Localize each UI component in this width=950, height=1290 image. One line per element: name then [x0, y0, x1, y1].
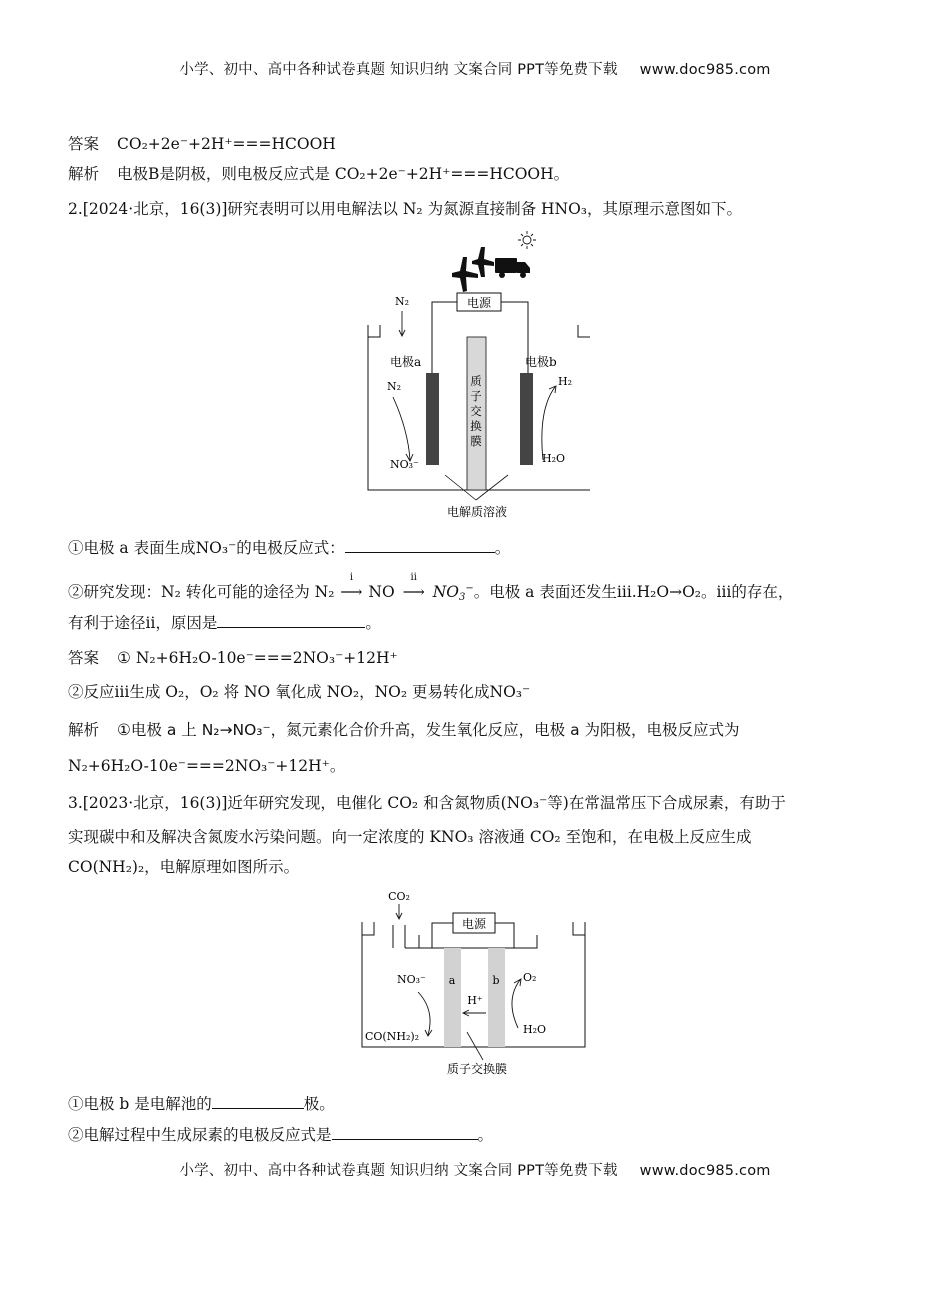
q2-sub2-cont: 有利于途径ⅱ，原因是 。: [68, 614, 381, 632]
q3-sub2: ②电解过程中生成尿素的电极反应式是 。: [68, 1126, 494, 1144]
electrode-b-label: 电极b: [525, 355, 557, 369]
truck-icon: [495, 258, 530, 278]
q3-diagram: [355, 880, 595, 1080]
q3-sub1-b: 极。: [303, 1095, 335, 1113]
q2-sub2-no: NO: [368, 583, 395, 601]
power-label: 电源: [466, 296, 492, 310]
header-url[interactable]: www.doc985.com: [639, 62, 771, 78]
q3-stem1: 3.[2023·北京，16(3)]近年研究发现，电催化 CO₂ 和含氮物质(NO₃⁻等)在常温常压下合成尿素，有助于: [68, 794, 786, 812]
arrow-i: ⅰ ⟶: [340, 572, 363, 601]
electrode-a-label: a: [448, 974, 456, 987]
electrode-b-label: b: [492, 974, 500, 987]
q3-sub2-blank[interactable]: [332, 1124, 478, 1140]
footer-url[interactable]: www.doc985.com: [639, 1163, 771, 1179]
q1-analysis-text: 电极B是阴极，则电极反应式是 CO₂+2e⁻+2H⁺===HCOOH。: [117, 165, 570, 183]
q2-sub2-b: 。电极 a 表面还发生ⅲ.H₂O→O₂。ⅲ的存在，: [473, 583, 794, 601]
sun-icon: [518, 231, 536, 249]
page-header: [0, 58, 950, 79]
q1-answer-text: CO₂+2e⁻+2H⁺===HCOOH: [117, 135, 336, 153]
q3-sub1-a: ①电极 b 是电解池的: [68, 1095, 212, 1113]
right-top-species: O₂: [523, 971, 537, 984]
q3-sub1-blank[interactable]: [212, 1093, 304, 1109]
n2-inlet-label: N₂: [395, 295, 410, 308]
membrane-label: 质子交换膜: [470, 374, 482, 448]
electrolyte-label: 电解质溶液: [446, 505, 508, 519]
q2-analysis: [68, 719, 888, 741]
q2-sub1: ①电极 a 表面生成NO₃⁻的电极反应式： 。: [68, 539, 511, 557]
q2-analysis1: ①电极 a 上 N₂→NO₃⁻，氮元素化合价升高，发生氧化反应，电极 a 为阳极，电极反应式为: [117, 721, 740, 739]
q3-sub1: [68, 1093, 888, 1115]
right-bottom-species: H₂O: [523, 1023, 547, 1036]
right-bottom-species: H₂O: [542, 452, 566, 465]
q3-stem3: CO(NH₂)₂，电解原理如图所示。: [68, 858, 300, 876]
header-text: 小学、初中、高中各种试卷真题 知识归纳 文案合同 PPT等免费下载: [179, 62, 618, 78]
left-top-species: NO₃⁻: [397, 973, 426, 986]
footer-text: 小学、初中、高中各种试卷真题 知识归纳 文案合同 PPT等免费下载: [179, 1163, 618, 1179]
q2-analysis2: N₂+6H₂O-10e⁻===2NO₃⁻+12H⁺。: [68, 757, 346, 775]
q2-stem: 2.[2024·北京，16(3)]研究表明可以用电解法以 N₂ 为氮源直接制备 HNO₃，其原理示意图如下。: [68, 200, 742, 218]
proton-label: H⁺: [467, 994, 483, 1007]
page-footer: [0, 1159, 950, 1180]
analysis-label: 解析: [68, 721, 100, 739]
arrow-ii: ⅱ ⟶: [402, 572, 425, 601]
left-top-species: N₂: [387, 380, 402, 393]
electrode-a: [426, 373, 439, 465]
answer-label: 答案: [68, 649, 100, 667]
electrode-a: [444, 948, 461, 1047]
answer-label: 答案: [68, 135, 100, 153]
right-top-species: H₂: [558, 375, 573, 388]
left-bottom-species: CO(NH₂)₂: [365, 1030, 420, 1043]
q2-diagram: [350, 225, 590, 525]
q2-sub2-blank[interactable]: [217, 612, 365, 628]
q2-sub2: ②研究发现：N₂ 转化可能的途径为 N₂ ⅰ ⟶ NO ⅱ ⟶ $NO_3^-$。电极 a 表面还发生ⅲ.H₂O→O₂。ⅲ的存在，: [68, 572, 794, 603]
electrode-b: [488, 948, 505, 1047]
q2-answer1: ① N₂+6H₂O-10e⁻===2NO₃⁻+12H⁺: [117, 649, 398, 667]
q1-analysis: [68, 163, 888, 185]
q1-answer: [68, 133, 888, 155]
power-label: 电源: [461, 917, 487, 931]
electrode-b: [520, 373, 533, 465]
q2-sub2-c: 有利于途径ⅱ，原因是: [68, 614, 218, 632]
q3-sub2-text: ②电解过程中生成尿素的电极反应式是: [68, 1126, 332, 1144]
left-bottom-species: NO₃⁻: [390, 458, 419, 471]
q2-sub2-a: ②研究发现：N₂ 转化可能的途径为 N₂: [68, 583, 335, 601]
q3-stem2: 实现碳中和及解决含氮废水污染问题。向一定浓度的 KNO₃ 溶液通 CO₂ 至饱和，在电极上反应生成: [68, 828, 752, 846]
q2-answer: [68, 647, 888, 669]
analysis-label: 解析: [68, 165, 100, 183]
q2-sub1-blank[interactable]: [345, 537, 495, 553]
q2-sub1-text: ①电极 a 表面生成NO₃⁻的电极反应式：: [68, 539, 345, 557]
airplane-icon: [452, 247, 494, 292]
electrode-a-label: 电极a: [390, 355, 422, 369]
membrane-label: 质子交换膜: [446, 1062, 508, 1076]
co2-inlet-label: CO₂: [388, 890, 410, 903]
q2-answer2: ②反应ⅲ生成 O₂，O₂ 将 NO 氧化成 NO₂，NO₂ 更易转化成NO₃⁻: [68, 683, 531, 701]
